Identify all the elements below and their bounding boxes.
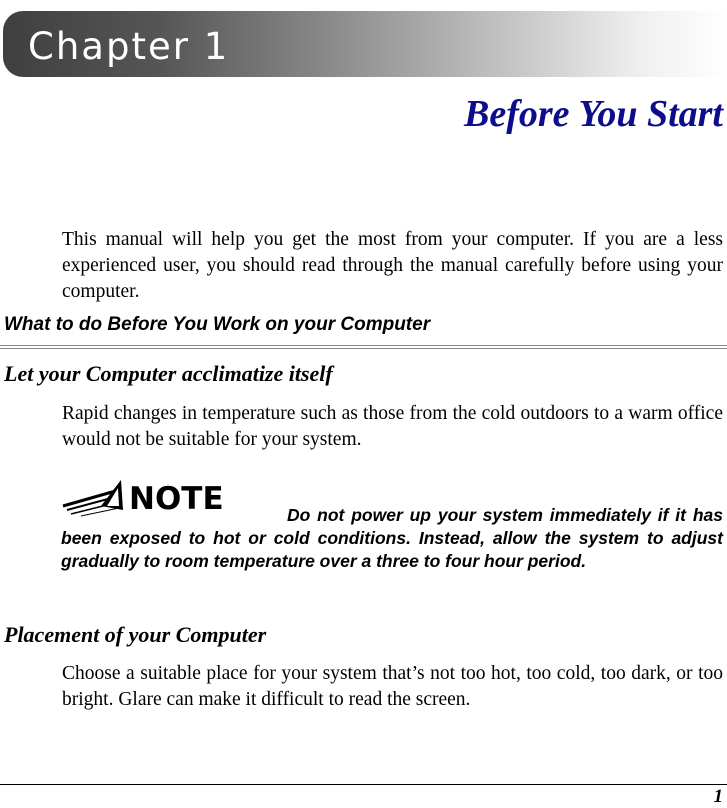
page-number: 1 (713, 786, 723, 807)
note-text: Do not power up your system immediately if it has been exposed to hot or cold conditions. Instead, allow the system to adjust gradually to room temperature over a three to four hour period. (61, 505, 723, 571)
page-title: Before You Start (463, 93, 723, 135)
intro-paragraph: This manual will help you get the most from your computer. If you are a less experienced user, you should read through the manual carefully before using your computer. (62, 229, 723, 302)
section-divider (0, 345, 727, 349)
chapter-label: Chapter 1 (28, 25, 230, 68)
chapter-banner (3, 11, 727, 77)
note-logo-text: NOTE (129, 481, 224, 517)
footer-divider (0, 784, 727, 785)
section-heading: What to do Before You Work on your Computer (4, 314, 431, 335)
note-icon (61, 476, 279, 520)
acclimatize-paragraph: Rapid changes in temperature such as those from the cold outdoors to a warm office would not be suitable for your system. (62, 403, 723, 450)
note-block (61, 476, 723, 573)
placement-paragraph: Choose a suitable place for your system that’s not too hot, too cold, too dark, or too bright. Glare can make it difficult to read the screen. (62, 663, 723, 710)
placement-heading: Placement of your Computer (4, 622, 267, 647)
acclimatize-heading: Let your Computer acclimatize itself (4, 361, 333, 386)
